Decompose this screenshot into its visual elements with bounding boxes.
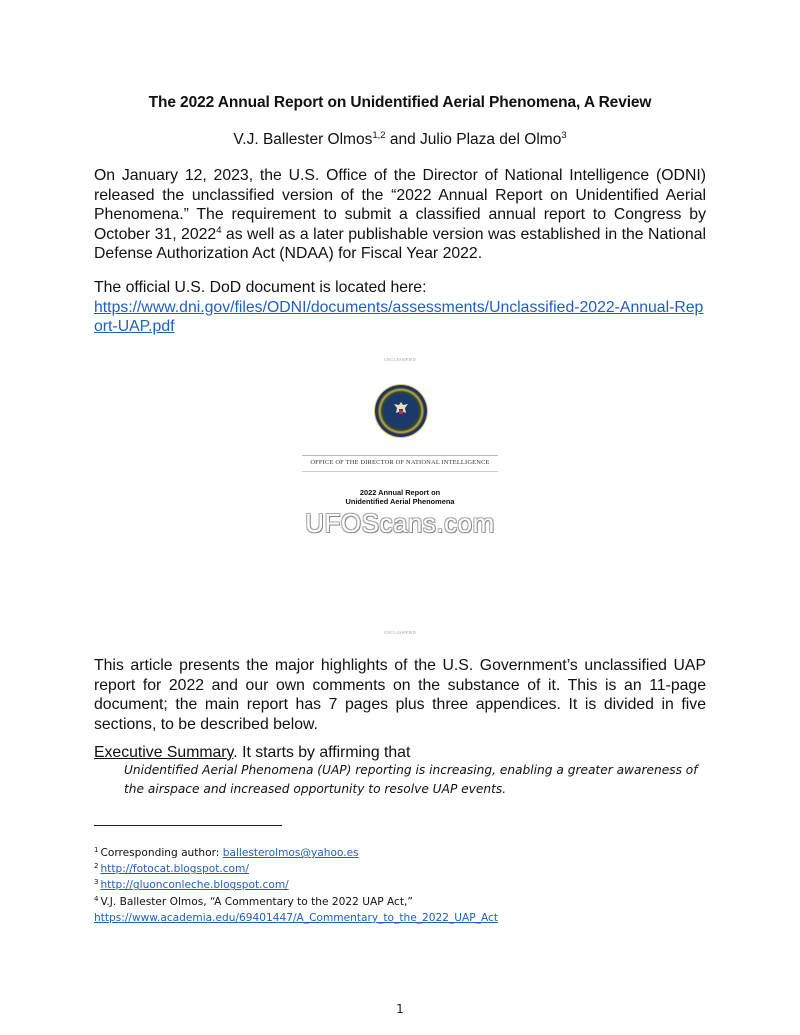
source-label: The official U.S. DoD document is located here: [94,279,427,296]
footnote-number: 2 [94,862,99,871]
fotocat-link[interactable]: http://fotocat.blogspot.com/ [100,863,249,876]
intro-text-continued: as well as a later publishable version was established in the National Defense Authorization Act (NDAA) for Fiscal Year 2022. [94,225,706,262]
footnote-number: 4 [94,894,99,903]
author-affiliation-sup: 1,2 [372,130,386,141]
footnote-item [94,845,694,861]
eagle-icon [392,400,410,420]
page-number: 1 [396,1002,404,1016]
cover-title-line: 2022 Annual Report on [359,488,441,497]
footnote-item [94,861,694,877]
report-cover-image [302,352,498,642]
footnote-text: V.J. Ballester Olmos, “A Commentary to the 2022 UAP Act,” [100,895,413,908]
academia-link[interactable]: https://www.academia.edu/69401447/A_Commentary_to_the_2022_UAP_Act [94,911,499,924]
cover-title-line: Unidentified Aerial Phenomena [345,497,455,506]
odni-report-link[interactable]: https://www.dni.gov/files/ODNI/documents/assessments/Unclassified-2022-Annual-Report-UAP.pdf [94,298,704,335]
footnote-item [94,877,694,893]
cover-classification-top: UNCLASSIFIED [383,357,417,362]
watermark: UFOScans.com [305,508,495,538]
author-name: V.J. Ballester Olmos [233,131,373,148]
document-title: The 2022 Annual Report on Unidentified Aerial Phenomena, A Review [148,94,652,111]
author-affiliation-sup: 3 [561,130,567,141]
intro-paragraph [94,166,706,264]
footnote-item [94,910,694,926]
cover-divider [302,471,498,472]
email-link[interactable]: ballesterolmos@yahoo.es [222,847,359,859]
section-heading: Executive Summary [94,744,234,761]
cover-office-line: OFFICE OF THE DIRECTOR OF NATIONAL INTELLIGENCE [310,459,490,466]
gluonconleche-link[interactable]: http://gluonconleche.blogspot.com/ [100,879,289,892]
cover-classification-bottom: UNCLASSIFIED [383,630,417,635]
source-paragraph [94,278,706,337]
author-line [0,131,800,149]
footnotes [94,845,694,926]
footnote-item [94,894,694,910]
block-quote: Unidentified Aerial Phenomena (UAP) reporting is increasing, enabling a greater awareness of the airspace and increased opportunity to resolve UAP events. [124,763,698,796]
footnote-ref[interactable]: 4 [216,224,222,236]
footnote-separator [94,825,282,826]
cover-divider [302,455,498,456]
intro-text: On January 12, 2023, the U.S. Office of the Director of National Intelligence (ODNI) released the unclassified version of the “2022 Annual Report on Unidentified Aerial Phenomena.” The requirement to submit a classified annual report to Congress by October 31, 2022 [94,167,706,243]
odni-seal-icon [375,385,427,437]
overview-paragraph: This article presents the major highlights of the U.S. Government’s unclassified UAP report for 2022 and our own comments on the substance of it. This is an 11-page document; the main report has 7 pages plus three appendices. It is divided in five sections, to be described below. [94,657,706,733]
author-conjunction: and [385,131,421,148]
cover-title [302,488,498,506]
footnote-number: 3 [94,878,99,887]
author-name: Julio Plaza del Olmo [420,131,562,148]
executive-summary-paragraph [94,743,706,763]
footnote-text: Corresponding author: [100,847,223,859]
section-text: . It starts by affirming that [233,744,411,761]
footnote-number: 1 [94,846,99,854]
